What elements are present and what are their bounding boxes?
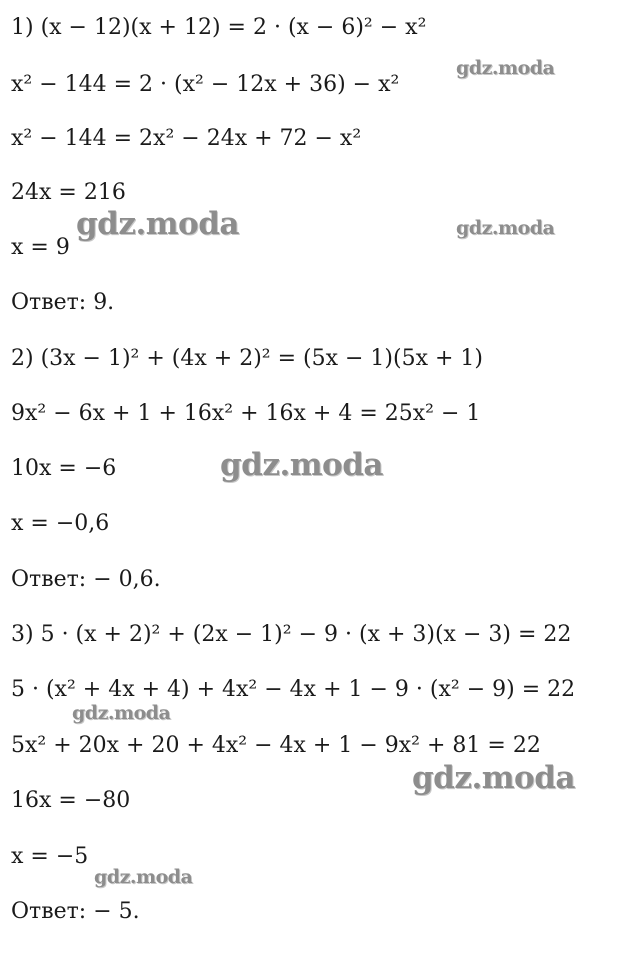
problem-3-equation: 3) 5 · (x + 2)² + (2x − 1)² − 9 · (x + 3)(x − 3) = 22 xyxy=(11,622,572,647)
watermark: gdz.moda xyxy=(456,217,555,239)
problem-2-step-1: 9x² − 6x + 1 + 16x² + 16x + 4 = 25x² − 1 xyxy=(11,401,481,426)
problem-3-step-3: 16x = −80 xyxy=(11,788,131,813)
problem-1-root: x = 9 xyxy=(11,235,70,260)
watermark: gdz.moda xyxy=(220,447,383,483)
problem-2-answer: Ответ: − 0,6. xyxy=(11,567,161,592)
problem-1-step-3: 24x = 216 xyxy=(11,180,126,205)
watermark: gdz.moda xyxy=(94,866,193,888)
watermark: gdz.moda xyxy=(76,206,239,242)
problem-1-step-1: x² − 144 = 2 · (x² − 12x + 36) − x² xyxy=(11,72,400,97)
problem-2-root: x = −0,6 xyxy=(11,511,110,536)
problem-2-step-2: 10x = −6 xyxy=(11,456,117,481)
problem-1-answer: Ответ: 9. xyxy=(11,290,115,315)
problem-3-answer: Ответ: − 5. xyxy=(11,899,140,924)
problem-3-step-1: 5 · (x² + 4x + 4) + 4x² − 4x + 1 − 9 · (x² − 9) = 22 xyxy=(11,677,576,702)
watermark: gdz.moda xyxy=(72,702,171,724)
watermark: gdz.moda xyxy=(412,760,575,796)
problem-3-root: x = −5 xyxy=(11,844,89,869)
problem-2-equation: 2) (3x − 1)² + (4x + 2)² = (5x − 1)(5x + 1) xyxy=(11,346,484,371)
problem-1-equation: 1) (x − 12)(x + 12) = 2 · (x − 6)² − x² xyxy=(11,15,427,40)
watermark: gdz.moda xyxy=(456,57,555,79)
problem-1-step-2: x² − 144 = 2x² − 24x + 72 − x² xyxy=(11,126,362,151)
problem-3-step-2: 5x² + 20x + 20 + 4x² − 4x + 1 − 9x² + 81 = 22 xyxy=(11,733,541,758)
